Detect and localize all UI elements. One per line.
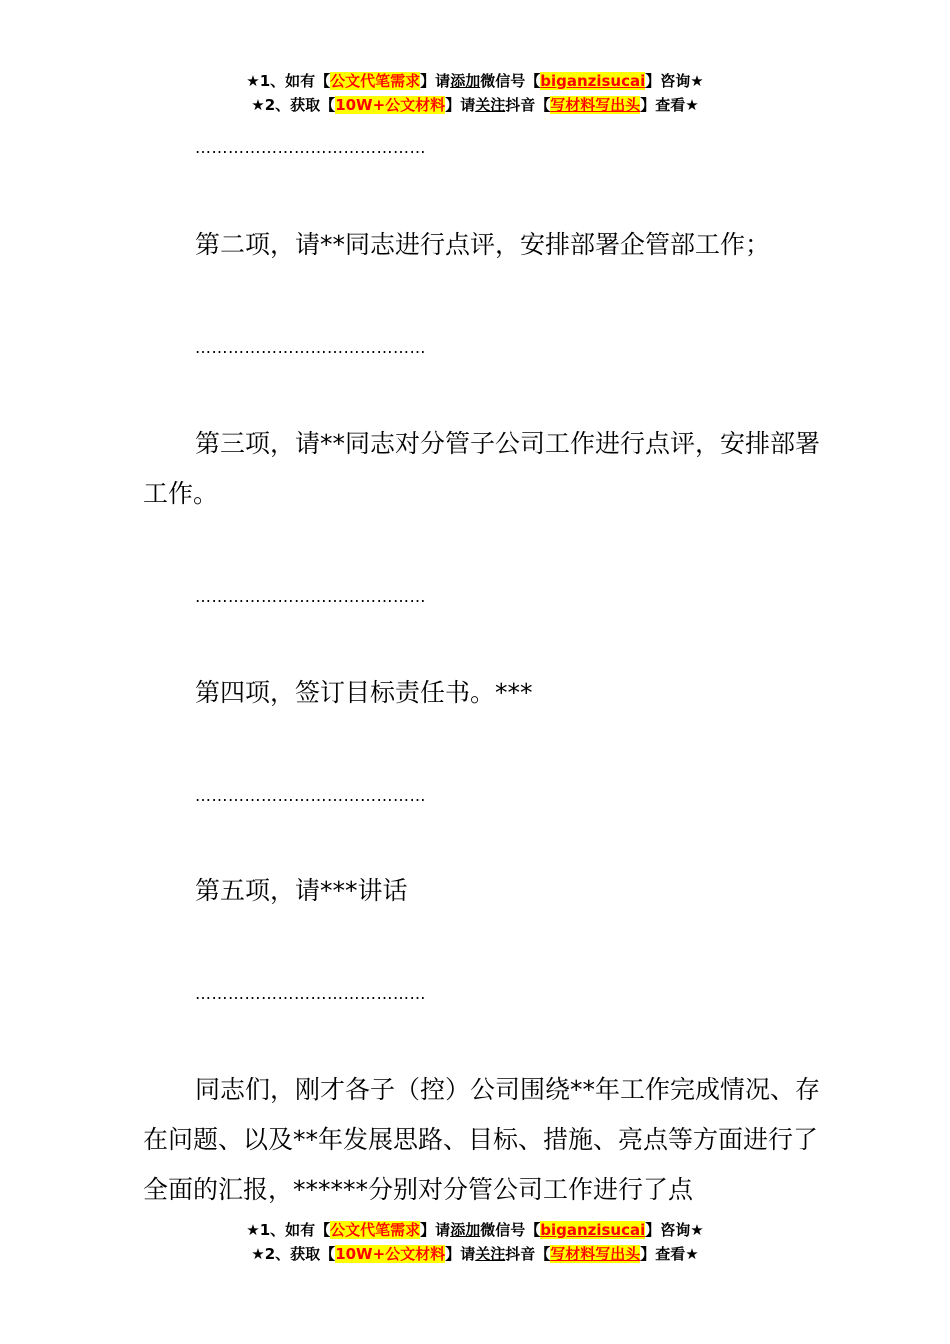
banner-text: 】请 xyxy=(445,96,476,114)
banner-highlight: 写材料写出头 xyxy=(550,96,641,114)
closing-paragraph: 同志们，刚才各子（控）公司围绕**年工作完成情况、存在问题、以及**年发展思路、目标、措施、亮点等方面进行了全面的汇报，******分别对分管公司工作进行了点 xyxy=(143,1075,821,1204)
banner-text: ★1、如有【 xyxy=(246,72,331,90)
banner-underline: 添加 xyxy=(450,1221,481,1239)
ellipsis-separator: …………………………………… xyxy=(195,138,426,157)
banner-line-2 xyxy=(0,1242,950,1266)
agenda-item-2: 第二项，请**同志进行点评，安排部署企管部工作； xyxy=(195,230,771,259)
banner-underline: 关注 xyxy=(475,1245,506,1263)
agenda-item-5: 第五项，请***讲话 xyxy=(195,876,408,905)
banner-text: 】请 xyxy=(420,72,451,90)
banner-highlight: 公文代笔需求 xyxy=(330,72,421,90)
banner-highlight: 公文代笔需求 xyxy=(330,1221,421,1239)
ellipsis-separator: …………………………………… xyxy=(195,587,426,606)
banner-text: 微信号【 xyxy=(480,1221,541,1239)
banner-underline: 关注 xyxy=(475,96,506,114)
banner-text: 】查看★ xyxy=(640,1245,699,1263)
banner-underline: 添加 xyxy=(450,72,481,90)
banner-highlight: 10W+公文材料 xyxy=(335,1245,446,1263)
banner-text: 】查看★ xyxy=(640,96,699,114)
agenda-item-4: 第四项，签订目标责任书。*** xyxy=(195,678,533,707)
banner-text: 抖音【 xyxy=(505,1245,551,1263)
banner-highlight: 10W+公文材料 xyxy=(335,96,446,114)
banner-text: 】请 xyxy=(445,1245,476,1263)
banner-highlight: biganzisucai xyxy=(540,1221,646,1239)
banner-line-2 xyxy=(0,93,950,117)
ellipsis-separator: …………………………………… xyxy=(195,984,426,1003)
banner-text: 】请 xyxy=(420,1221,451,1239)
ellipsis-separator: …………………………………… xyxy=(195,786,426,805)
top-banner xyxy=(0,69,950,117)
banner-line-1 xyxy=(0,1218,950,1242)
banner-line-1 xyxy=(0,69,950,93)
banner-text: ★2、获取【 xyxy=(251,96,336,114)
bottom-banner xyxy=(0,1218,950,1266)
banner-text: 】咨询★ xyxy=(645,1221,704,1239)
banner-text: ★1、如有【 xyxy=(246,1221,331,1239)
banner-highlight: biganzisucai xyxy=(540,72,646,90)
agenda-item-3: 第三项，请**同志对分管子公司工作进行点评，安排部署工作。 xyxy=(143,429,821,508)
banner-text: 微信号【 xyxy=(480,72,541,90)
banner-text: 】咨询★ xyxy=(645,72,704,90)
banner-text: 抖音【 xyxy=(505,96,551,114)
banner-highlight: 写材料写出头 xyxy=(550,1245,641,1263)
banner-text: ★2、获取【 xyxy=(251,1245,336,1263)
ellipsis-separator: …………………………………… xyxy=(195,338,426,357)
